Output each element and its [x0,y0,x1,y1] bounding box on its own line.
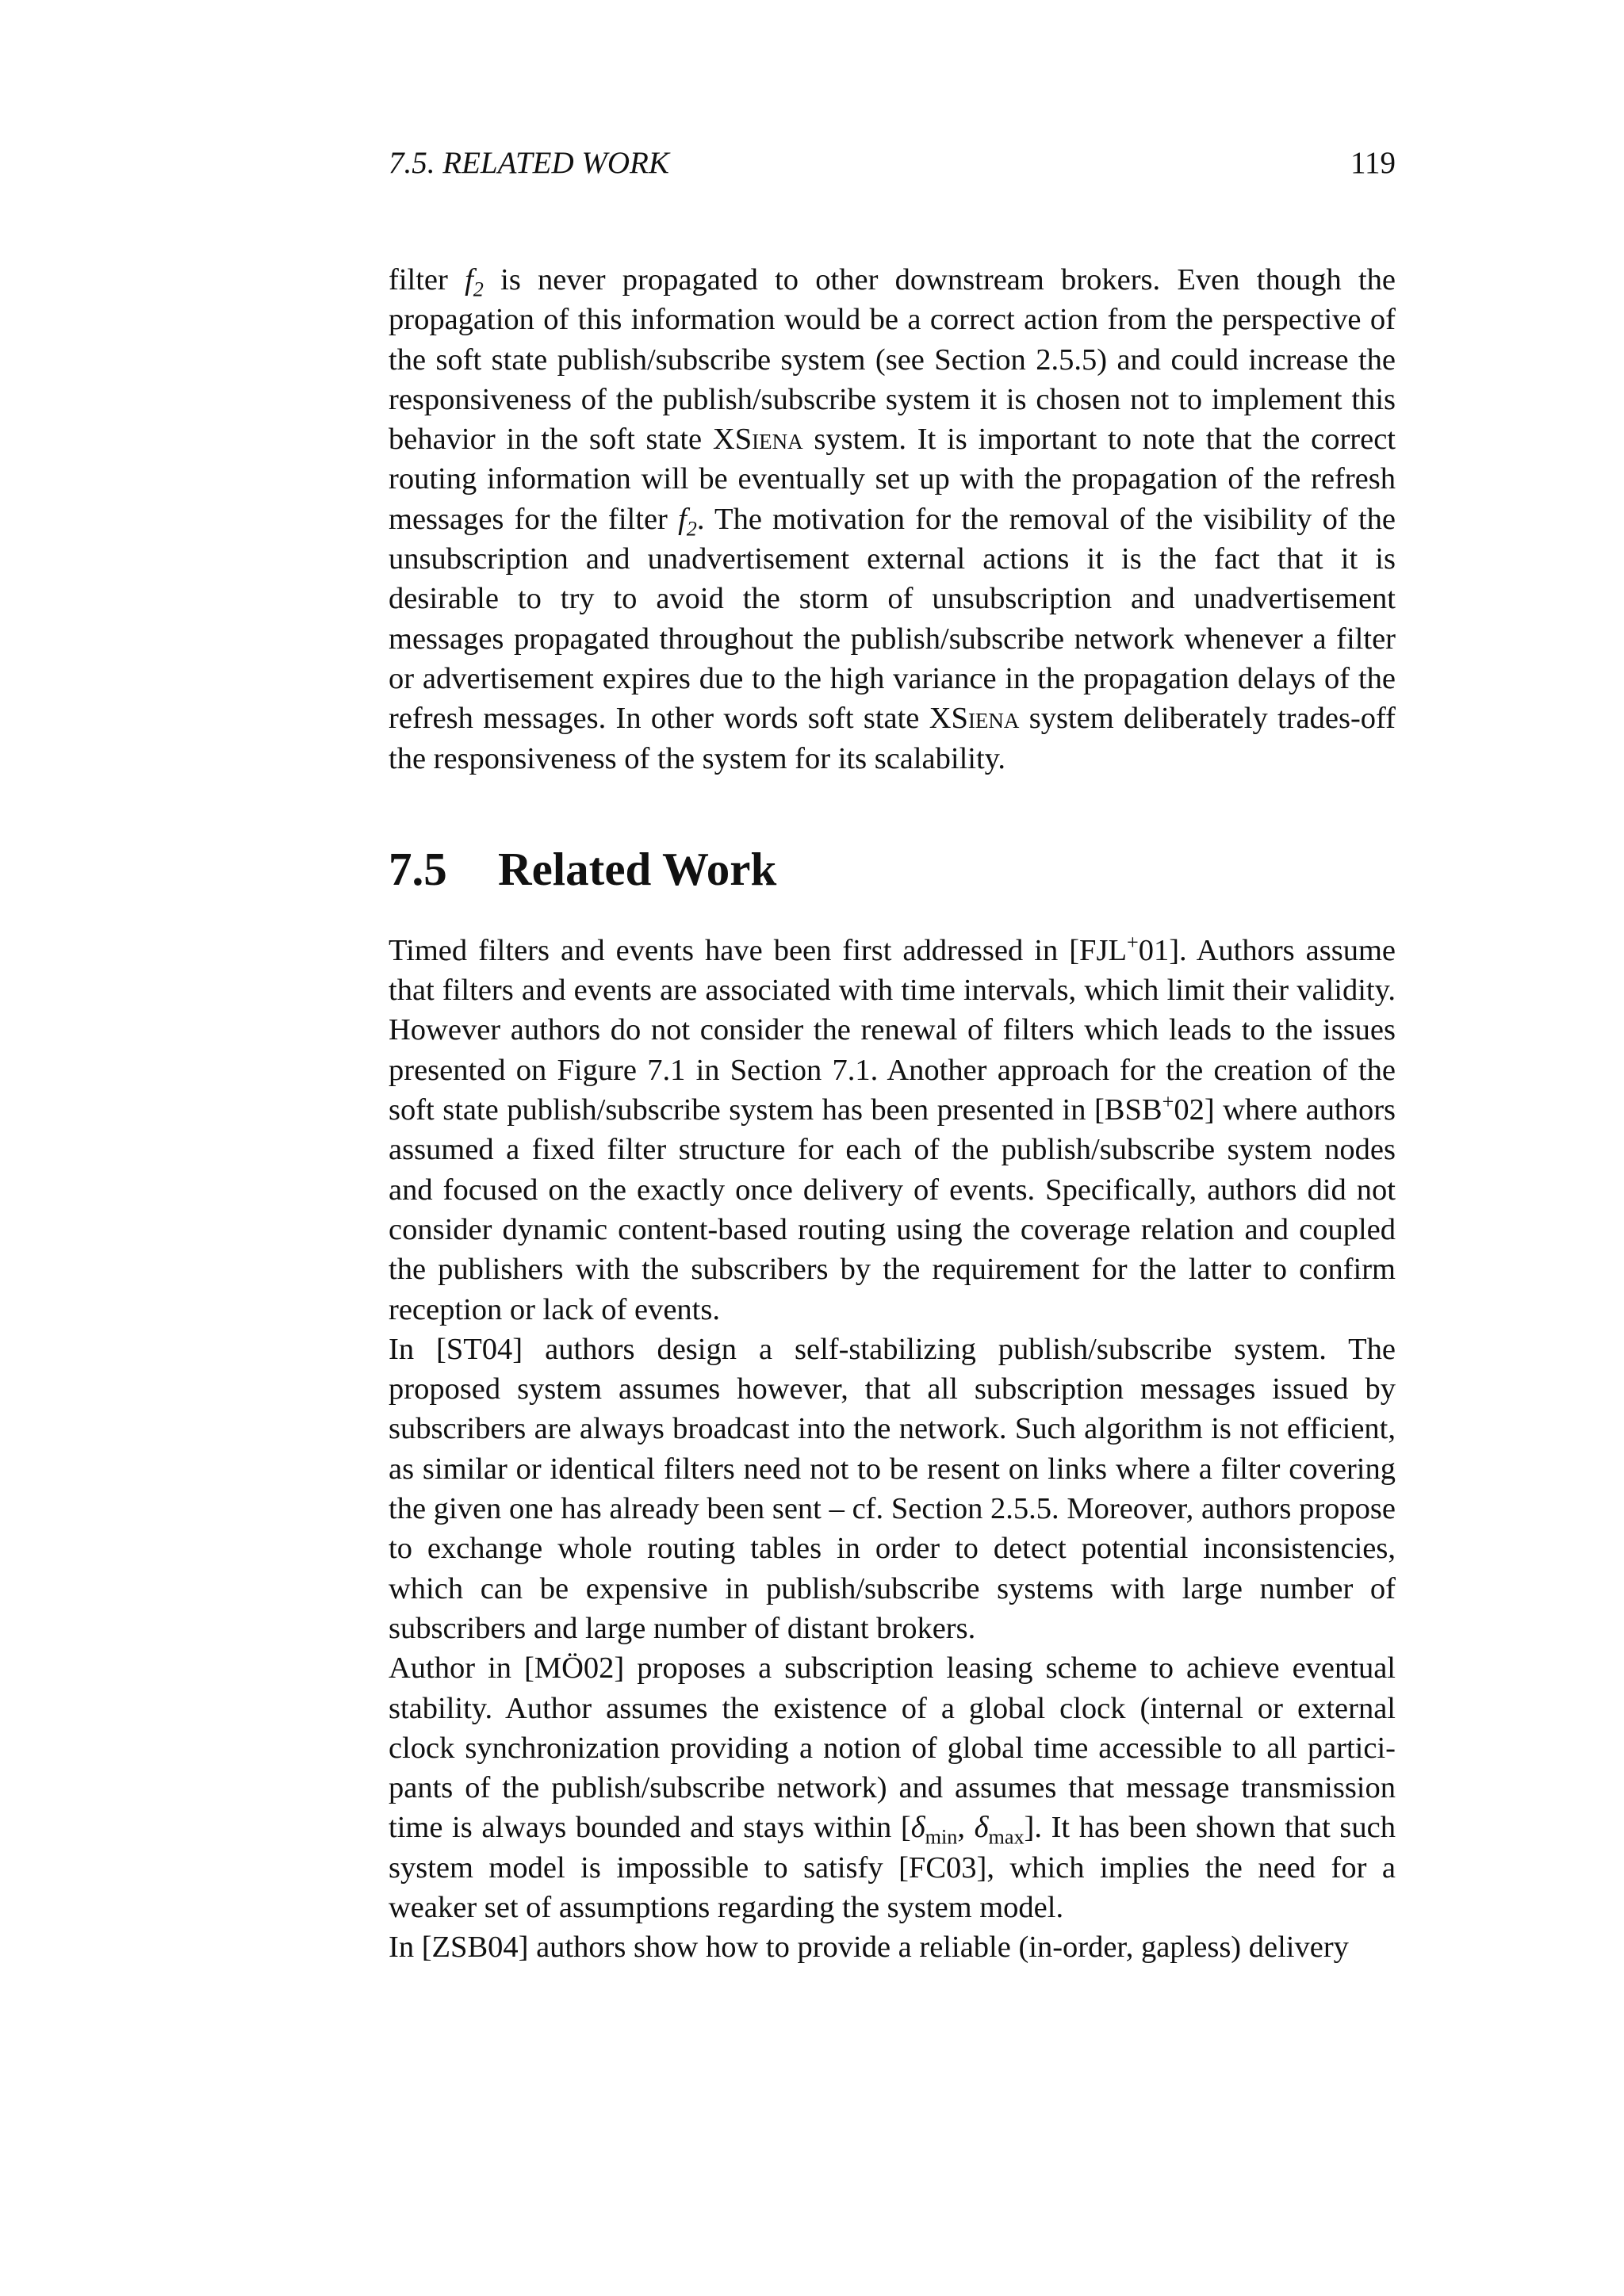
running-title: 7.5. RELATED WORK [389,146,669,180]
text-run: , [957,1811,975,1845]
math-delta-max [974,1811,1025,1850]
section-heading [389,840,1396,897]
text-run: system deliberately trades-off the responsiveness of the system for its scalability. [389,702,1396,775]
citation-superscript: + [1162,1090,1174,1114]
paragraph-reliable-delivery: In [ZSB04] authors show how to provide a reliable (in-order, gapless) delivery [389,1931,1349,1965]
system-name-prefix: X [712,423,735,457]
system-name-smallcaps: Siena [734,423,803,457]
citation-superscript: + [1126,931,1139,955]
text-run: Author in [MÖ02] proposes a subscription leasing scheme to achieve eventual stability. Author assumes the existence of a global clock (internal or external clock synchronization providing a notion of global time accessible to all participants of the publish/subscribe network) and assumes that message transmission time is always bounded and stays within [ [389,1651,1396,1845]
text-run: is never propagated to other downstream brokers. Even though the propagation of this information would be a correct action from the perspective of the soft state publish/subscribe system (see Section 2.5.5) and could increase the responsiveness of the publish/subscribe system it is chosen not to implement this behavior in the soft state [389,263,1396,457]
math-subscript: 2 [686,517,697,541]
math-subscript: max [988,1826,1025,1850]
math-f2 [465,263,484,301]
math-symbol: δ [974,1811,989,1845]
section-number: 7.5 [389,842,447,895]
running-header [389,143,1396,184]
text-run: 01]. Authors assume that filters and events are associated with time intervals, which limit their validity. However authors do not consider the renewal of filters which leads to the issues presented on Figure 7.1 in Section 7.1. Another approach for the creation of the soft state publish/subscribe system has been presented in [BSB [389,933,1396,1127]
page [389,143,1396,1968]
text-run: Timed filters and events have been first addressed in [FJL [389,933,1127,967]
text-run: ]. It has been shown that such system model is impossible to satisfy [FC03], which implies the need for a weaker set of assumptions regarding the system model. [389,1811,1396,1924]
math-symbol: f [678,502,687,536]
text-run: 02] where authors assumed a fixed filter structure for each of the publish/subscribe system nodes and focused on the exactly once delivery of events. Specifically, authors did not consider dynamic content-based routing using the coverage relation and coupled the publishers with the subscribers by the requirement for the latter to confirm reception or lack of events. [389,1093,1396,1326]
text-run: filter [389,263,465,297]
system-name-prefix: X [929,702,952,736]
math-f2 [678,502,697,541]
text-run: system. It is important to note that the correct routing information will be eventually set up with the propagation of the refresh messages for the filter [389,423,1396,536]
body-text [389,260,1396,1968]
text-run: . The motivation for the removal of the visibility of the unsubscription and unadvertisement external actions it is the fact that it is desirable to try to avoid the storm of unsubscription and unadvertisement messages propagated throughout the publish/subscribe network whenever a filter or advertisement expires due to the high variance in the propagation delays of the refresh messages. In other words soft state [389,502,1396,736]
paragraph-leasing-scheme [389,1648,1396,1927]
paragraph-timed-filters [389,931,1396,1330]
math-symbol: δ [910,1811,925,1845]
page-number: 119 [1350,146,1396,180]
paragraph-self-stabilizing: In [ST04] authors design a self-stabilizing publish/subscribe system. The proposed system assumes however, that all subscription messages issued by subscribers are always broadcast into the network. Such algorithm is not efficient, as similar or identical filters need not to be resent on links where a filter covering the given one has already been sent – cf. Section 2.5.5. Moreover, authors propose to exchange whole routing tables in order to detect potential inconsistencies, which can be expensive in publish/subscribe systems with large number of subscribers and large number of distant brokers. [389,1332,1396,1645]
math-symbol: f [465,263,473,297]
math-subscript: 2 [473,277,484,301]
section-title: Related Work [498,842,777,895]
math-subscript: min [925,1826,958,1850]
paragraph-soft-state [389,260,1396,779]
system-name-smallcaps: Siena [951,702,1020,736]
math-delta-min [910,1811,958,1850]
